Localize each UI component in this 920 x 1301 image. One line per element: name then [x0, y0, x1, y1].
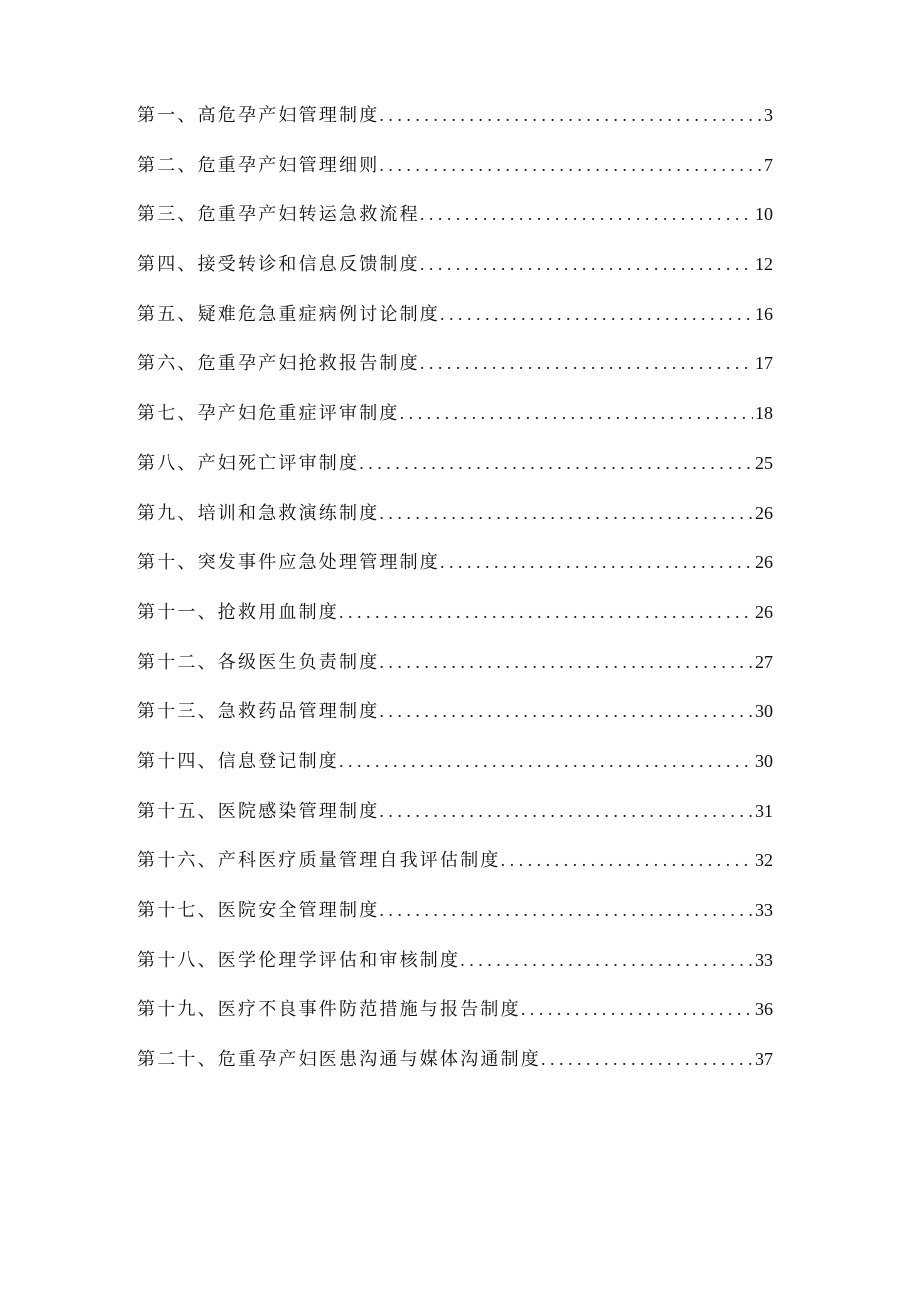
toc-entry[interactable] [137, 994, 773, 1044]
toc-dot-leader [379, 696, 753, 726]
toc-entry-page: 10 [755, 204, 773, 225]
toc-entry[interactable] [137, 945, 773, 995]
toc-entry[interactable] [137, 498, 773, 548]
toc-entry[interactable] [137, 647, 773, 697]
toc-entry-page: 31 [755, 800, 773, 821]
toc-entry-title: 第二、危重孕产妇管理细则 [137, 154, 380, 176]
toc-entry-page: 27 [755, 651, 773, 672]
toc-entry-title: 第九、培训和急救演练制度 [137, 502, 380, 524]
toc-entry[interactable] [137, 845, 773, 895]
toc-entry-title: 第五、疑难危急重症病例讨论制度 [137, 303, 440, 325]
toc-entry-page: 3 [764, 105, 773, 125]
toc-entry[interactable] [137, 796, 773, 846]
toc-entry-page: 32 [755, 850, 773, 871]
toc-entry-title: 第四、接受转诊和信息反馈制度 [137, 254, 420, 276]
toc-dot-leader [379, 150, 762, 180]
toc-dot-leader [379, 498, 753, 528]
toc-entry-title: 第十一、抢救用血制度 [137, 601, 339, 623]
toc-entry-title: 第十五、医院感染管理制度 [137, 800, 380, 822]
toc-dot-leader [339, 746, 753, 776]
toc-entry-title: 第十六、产科医疗质量管理自我评估制度 [137, 850, 501, 872]
toc-entry-page: 18 [755, 403, 773, 424]
toc-dot-leader [379, 647, 753, 677]
table-of-contents [137, 100, 773, 1094]
toc-entry-page: 12 [755, 254, 773, 275]
toc-entry[interactable] [137, 696, 773, 746]
toc-entry-page: 25 [755, 452, 773, 473]
toc-entry-title: 第七、孕产妇危重症评审制度 [137, 403, 400, 425]
toc-dot-leader [379, 100, 762, 130]
toc-dot-leader [521, 994, 753, 1024]
toc-dot-leader [339, 597, 753, 627]
toc-entry-title: 第十八、医学伦理学评估和审核制度 [137, 949, 461, 971]
toc-entry-title: 第二十、危重孕产妇医患沟通与媒体沟通制度 [137, 1049, 541, 1071]
toc-entry-title: 第十、突发事件应急处理管理制度 [137, 552, 440, 574]
toc-dot-leader [440, 547, 753, 577]
toc-entry[interactable] [137, 547, 773, 597]
toc-dot-leader [379, 895, 753, 925]
toc-dot-leader [440, 299, 753, 329]
toc-dot-leader [501, 845, 753, 875]
toc-entry[interactable] [137, 249, 773, 299]
toc-entry-page: 16 [755, 303, 773, 324]
toc-dot-leader [420, 348, 753, 378]
toc-dot-leader [420, 249, 753, 279]
toc-entry[interactable] [137, 895, 773, 945]
toc-entry-page: 26 [755, 552, 773, 573]
toc-entry-title: 第十七、医院安全管理制度 [137, 900, 380, 921]
toc-entry[interactable] [137, 348, 773, 398]
toc-entry-title: 第十三、急救药品管理制度 [137, 701, 380, 723]
toc-entry-title: 第一、高危孕产妇管理制度 [137, 105, 380, 126]
toc-entry[interactable] [137, 746, 773, 796]
toc-entry[interactable] [137, 398, 773, 448]
toc-entry-page: 33 [755, 900, 773, 920]
toc-dot-leader [541, 1044, 753, 1074]
toc-entry[interactable] [137, 199, 773, 249]
toc-entry[interactable] [137, 448, 773, 498]
toc-entry-page: 37 [755, 1049, 773, 1070]
toc-entry-title: 第十四、信息登记制度 [137, 750, 339, 772]
toc-entry-page: 26 [755, 502, 773, 523]
toc-entry-page: 30 [755, 701, 773, 722]
toc-entry-page: 7 [764, 154, 773, 175]
toc-entry-title: 第十二、各级医生负责制度 [137, 651, 380, 673]
toc-entry-page: 26 [755, 601, 773, 622]
toc-entry[interactable] [137, 1044, 773, 1094]
toc-dot-leader [359, 448, 753, 478]
toc-entry-title: 第十九、医疗不良事件防范措施与报告制度 [137, 999, 521, 1021]
toc-entry[interactable] [137, 597, 773, 647]
toc-entry[interactable] [137, 100, 773, 150]
toc-dot-leader [400, 398, 753, 428]
toc-entry[interactable] [137, 299, 773, 349]
toc-entry[interactable] [137, 150, 773, 200]
toc-entry-page: 36 [755, 999, 773, 1020]
toc-dot-leader [420, 199, 753, 229]
toc-entry-page: 17 [755, 353, 773, 374]
toc-entry-page: 30 [755, 750, 773, 771]
toc-entry-page: 33 [755, 949, 773, 970]
toc-entry-title: 第三、危重孕产妇转运急救流程 [137, 204, 420, 226]
toc-dot-leader [460, 945, 753, 975]
toc-entry-title: 第六、危重孕产妇抢救报告制度 [137, 353, 420, 375]
toc-entry-title: 第八、产妇死亡评审制度 [137, 452, 360, 474]
toc-dot-leader [379, 796, 753, 826]
